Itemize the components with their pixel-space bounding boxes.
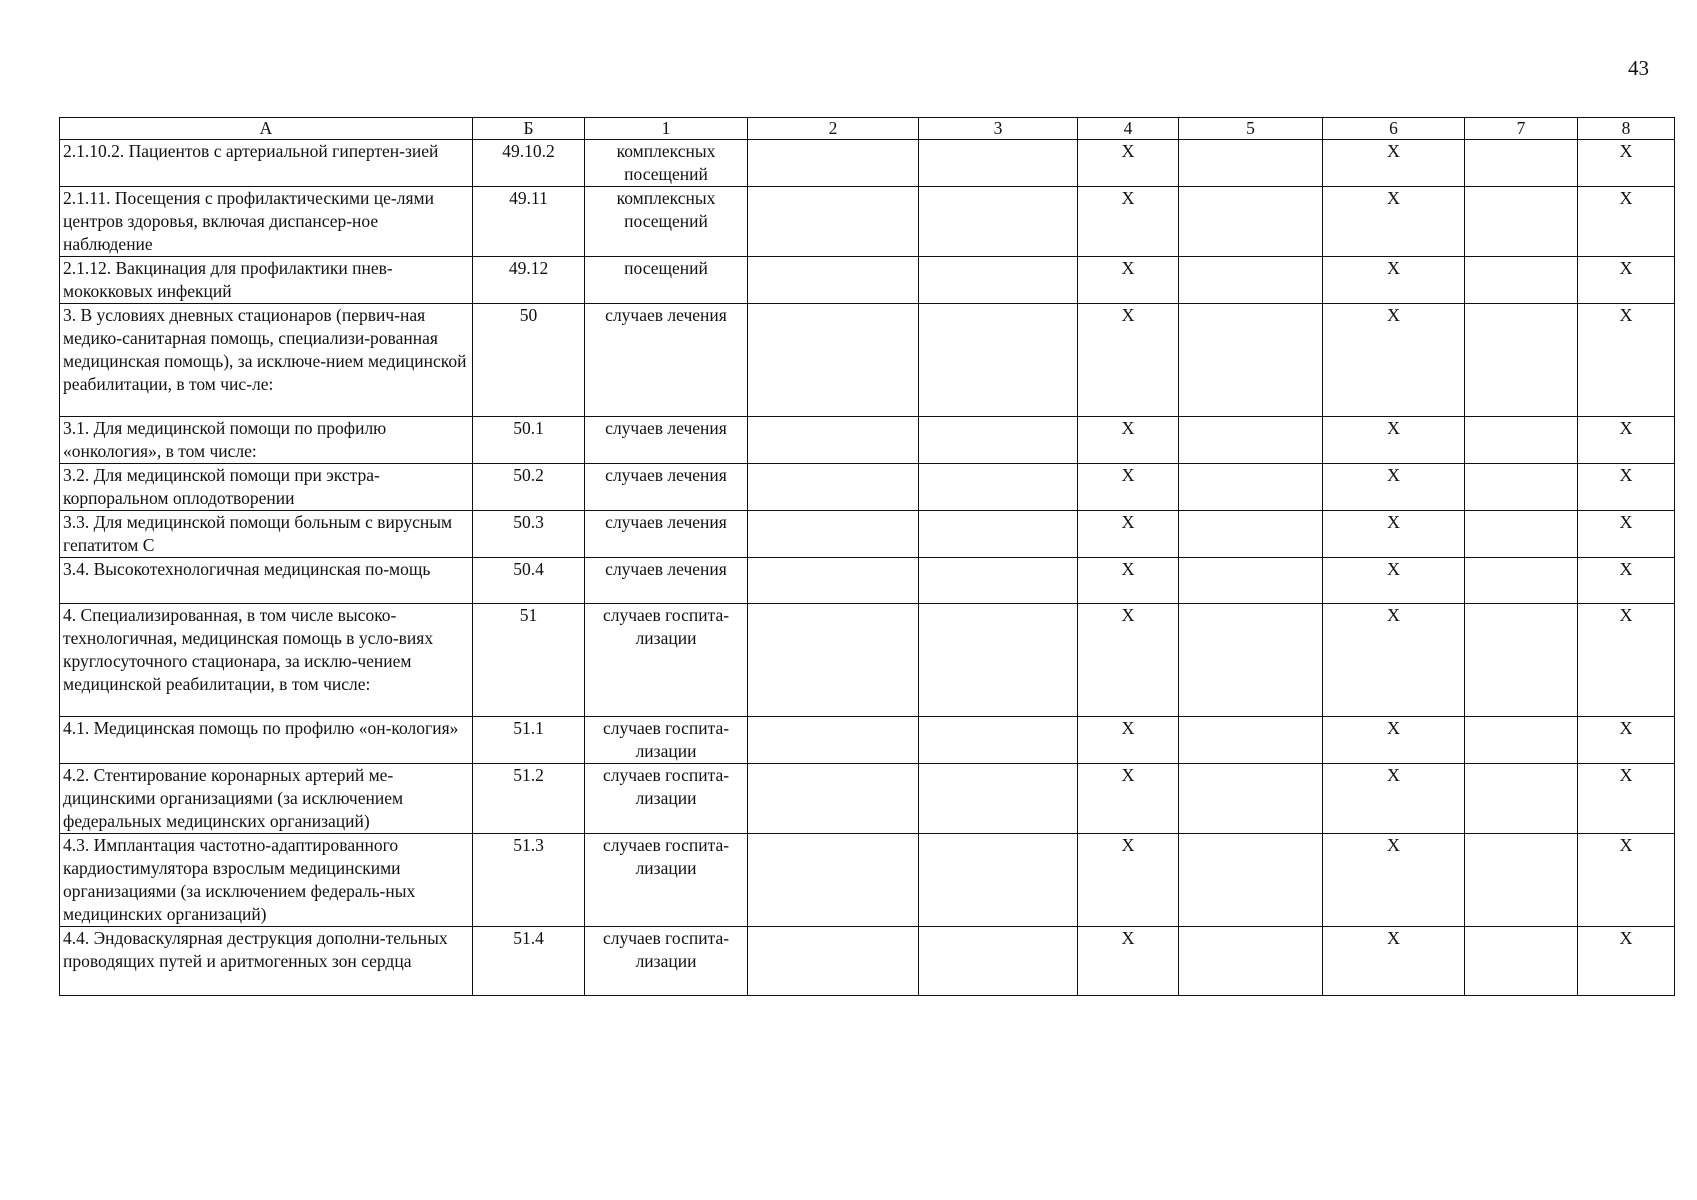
row-value-cell-4: X (1078, 464, 1179, 511)
row-value-cell-2 (748, 764, 919, 834)
row-value-cell-4: X (1078, 511, 1179, 558)
row-value-cell-7 (1465, 511, 1578, 558)
row-name-cell: 4.2. Стентирование коронарных артерий ме-дицинскими организациями (за исключением федеральных медицинских организаций) (60, 764, 473, 834)
row-name-cell: 3.1. Для медицинской помощи по профилю «онкология», в том числе: (60, 417, 473, 464)
header-cell-2: 2 (748, 118, 919, 140)
row-value-cell-8: X (1578, 927, 1675, 996)
row-value-cell-7 (1465, 304, 1578, 417)
row-value-cell-7 (1465, 717, 1578, 764)
row-unit-cell: случаев лечения (585, 304, 748, 417)
row-value-cell-6: X (1323, 257, 1465, 304)
row-value-cell-3 (919, 187, 1078, 257)
row-value-cell-3 (919, 717, 1078, 764)
row-name-cell: 4.1. Медицинская помощь по профилю «он-кология» (60, 717, 473, 764)
row-value-cell-7 (1465, 558, 1578, 604)
row-value-cell-7 (1465, 257, 1578, 304)
row-value-cell-8: X (1578, 417, 1675, 464)
table-row (60, 304, 1675, 417)
row-value-cell-8: X (1578, 764, 1675, 834)
row-code-cell: 51.1 (473, 717, 585, 764)
row-value-cell-4: X (1078, 604, 1179, 717)
row-value-cell-6: X (1323, 764, 1465, 834)
table-row (60, 257, 1675, 304)
row-value-cell-3 (919, 257, 1078, 304)
row-value-cell-6: X (1323, 717, 1465, 764)
row-value-cell-7 (1465, 187, 1578, 257)
row-value-cell-8: X (1578, 834, 1675, 927)
row-value-cell-8: X (1578, 304, 1675, 417)
row-value-cell-5 (1179, 464, 1323, 511)
row-unit-cell: случаев госпита-лизации (585, 717, 748, 764)
table-row (60, 764, 1675, 834)
row-value-cell-7 (1465, 464, 1578, 511)
table-body (60, 140, 1675, 996)
row-unit-cell: комплексных посещений (585, 187, 748, 257)
row-value-cell-4: X (1078, 834, 1179, 927)
row-code-cell: 51.3 (473, 834, 585, 927)
row-code-cell: 50.2 (473, 464, 585, 511)
table-row (60, 187, 1675, 257)
row-value-cell-4: X (1078, 187, 1179, 257)
row-code-cell: 49.11 (473, 187, 585, 257)
row-value-cell-2 (748, 558, 919, 604)
row-value-cell-3 (919, 604, 1078, 717)
row-code-cell: 49.10.2 (473, 140, 585, 187)
row-unit-cell: случаев лечения (585, 417, 748, 464)
row-value-cell-8: X (1578, 558, 1675, 604)
row-value-cell-4: X (1078, 304, 1179, 417)
row-code-cell: 50 (473, 304, 585, 417)
row-value-cell-3 (919, 140, 1078, 187)
row-name-cell: 3. В условиях дневных стационаров (первич-ная медико-санитарная помощь, специализи-рованная медицинская помощь), за исключе-нием медицинской реабилитации, в том чис-ле: (60, 304, 473, 417)
row-name-cell: 4.3. Имплантация частотно-адаптированного кардиостимулятора взрослым медицинскими организациями (за исключением федераль-ных медицинских организаций) (60, 834, 473, 927)
row-value-cell-5 (1179, 558, 1323, 604)
row-value-cell-4: X (1078, 417, 1179, 464)
header-cell-3: 3 (919, 118, 1078, 140)
row-name-cell: 4.4. Эндоваскулярная деструкция дополни-тельных проводящих путей и аритмогенных зон сердца (60, 927, 473, 996)
row-unit-cell: случаев лечения (585, 558, 748, 604)
row-value-cell-6: X (1323, 304, 1465, 417)
table-row (60, 558, 1675, 604)
row-value-cell-5 (1179, 511, 1323, 558)
row-value-cell-4: X (1078, 558, 1179, 604)
row-code-cell: 49.12 (473, 257, 585, 304)
header-cell-5: 5 (1179, 118, 1323, 140)
header-cell-8: 8 (1578, 118, 1675, 140)
row-name-cell: 2.1.12. Вакцинация для профилактики пнев-мококковых инфекций (60, 257, 473, 304)
row-value-cell-8: X (1578, 464, 1675, 511)
row-unit-cell: случаев госпита-лизации (585, 604, 748, 717)
row-code-cell: 51.2 (473, 764, 585, 834)
row-value-cell-2 (748, 927, 919, 996)
row-value-cell-3 (919, 417, 1078, 464)
row-value-cell-8: X (1578, 140, 1675, 187)
row-value-cell-6: X (1323, 464, 1465, 511)
row-value-cell-5 (1179, 417, 1323, 464)
header-cell-b: Б (473, 118, 585, 140)
table-row (60, 834, 1675, 927)
table-row (60, 464, 1675, 511)
row-value-cell-8: X (1578, 511, 1675, 558)
table-header (60, 118, 1675, 140)
row-value-cell-5 (1179, 304, 1323, 417)
row-value-cell-3 (919, 304, 1078, 417)
row-value-cell-6: X (1323, 834, 1465, 927)
row-value-cell-6: X (1323, 927, 1465, 996)
row-value-cell-2 (748, 304, 919, 417)
row-value-cell-6: X (1323, 417, 1465, 464)
table-row (60, 417, 1675, 464)
row-value-cell-4: X (1078, 764, 1179, 834)
row-value-cell-7 (1465, 140, 1578, 187)
row-name-cell: 3.2. Для медицинской помощи при экстра-корпоральном оплодотворении (60, 464, 473, 511)
row-unit-cell: случаев лечения (585, 464, 748, 511)
row-value-cell-4: X (1078, 257, 1179, 304)
row-value-cell-5 (1179, 927, 1323, 996)
row-value-cell-6: X (1323, 187, 1465, 257)
row-value-cell-2 (748, 140, 919, 187)
row-value-cell-5 (1179, 604, 1323, 717)
row-value-cell-3 (919, 927, 1078, 996)
row-code-cell: 50.3 (473, 511, 585, 558)
row-value-cell-3 (919, 558, 1078, 604)
row-value-cell-6: X (1323, 558, 1465, 604)
row-unit-cell: случаев госпита-лизации (585, 834, 748, 927)
row-name-cell: 4. Специализированная, в том числе высоко-технологичная, медицинская помощь в усло-виях круглосуточного стационара, за исклю-чением медицинской реабилитации, в том числе: (60, 604, 473, 717)
row-value-cell-3 (919, 511, 1078, 558)
row-value-cell-7 (1465, 834, 1578, 927)
row-value-cell-4: X (1078, 927, 1179, 996)
row-unit-cell: случаев госпита-лизации (585, 764, 748, 834)
row-value-cell-3 (919, 834, 1078, 927)
table-row (60, 140, 1675, 187)
row-code-cell: 50.4 (473, 558, 585, 604)
header-cell-7: 7 (1465, 118, 1578, 140)
header-cell-a: А (60, 118, 473, 140)
header-cell-4: 4 (1078, 118, 1179, 140)
table-row (60, 717, 1675, 764)
row-value-cell-7 (1465, 604, 1578, 717)
row-unit-cell: посещений (585, 257, 748, 304)
row-unit-cell: случаев госпита-лизации (585, 927, 748, 996)
row-value-cell-8: X (1578, 257, 1675, 304)
header-row (60, 118, 1675, 140)
row-unit-cell: случаев лечения (585, 511, 748, 558)
row-value-cell-7 (1465, 764, 1578, 834)
row-value-cell-8: X (1578, 187, 1675, 257)
row-value-cell-6: X (1323, 511, 1465, 558)
row-value-cell-8: X (1578, 717, 1675, 764)
row-value-cell-2 (748, 717, 919, 764)
row-value-cell-8: X (1578, 604, 1675, 717)
row-unit-cell: комплексных посещений (585, 140, 748, 187)
row-value-cell-3 (919, 464, 1078, 511)
row-value-cell-5 (1179, 257, 1323, 304)
row-value-cell-7 (1465, 417, 1578, 464)
row-code-cell: 51.4 (473, 927, 585, 996)
row-value-cell-4: X (1078, 140, 1179, 187)
row-value-cell-5 (1179, 764, 1323, 834)
row-value-cell-2 (748, 417, 919, 464)
row-value-cell-5 (1179, 717, 1323, 764)
row-value-cell-2 (748, 187, 919, 257)
row-value-cell-4: X (1078, 717, 1179, 764)
row-name-cell: 3.4. Высокотехнологичная медицинская по-мощь (60, 558, 473, 604)
table-row (60, 511, 1675, 558)
table-row (60, 604, 1675, 717)
row-value-cell-6: X (1323, 140, 1465, 187)
indicators-table (59, 117, 1675, 996)
header-cell-1: 1 (585, 118, 748, 140)
row-name-cell: 3.3. Для медицинской помощи больным с вирусным гепатитом С (60, 511, 473, 558)
row-value-cell-6: X (1323, 604, 1465, 717)
row-name-cell: 2.1.11. Посещения с профилактическими це-лями центров здоровья, включая диспансер-ное наблюдение (60, 187, 473, 257)
row-value-cell-5 (1179, 187, 1323, 257)
row-value-cell-3 (919, 764, 1078, 834)
row-value-cell-5 (1179, 140, 1323, 187)
row-value-cell-2 (748, 834, 919, 927)
header-cell-6: 6 (1323, 118, 1465, 140)
page-number: 43 (1628, 56, 1649, 80)
row-value-cell-2 (748, 604, 919, 717)
row-value-cell-2 (748, 257, 919, 304)
row-code-cell: 50.1 (473, 417, 585, 464)
row-code-cell: 51 (473, 604, 585, 717)
row-value-cell-2 (748, 464, 919, 511)
table-row (60, 927, 1675, 996)
row-name-cell: 2.1.10.2. Пациентов с артериальной гипертен-зией (60, 140, 473, 187)
row-value-cell-7 (1465, 927, 1578, 996)
row-value-cell-2 (748, 511, 919, 558)
row-value-cell-5 (1179, 834, 1323, 927)
